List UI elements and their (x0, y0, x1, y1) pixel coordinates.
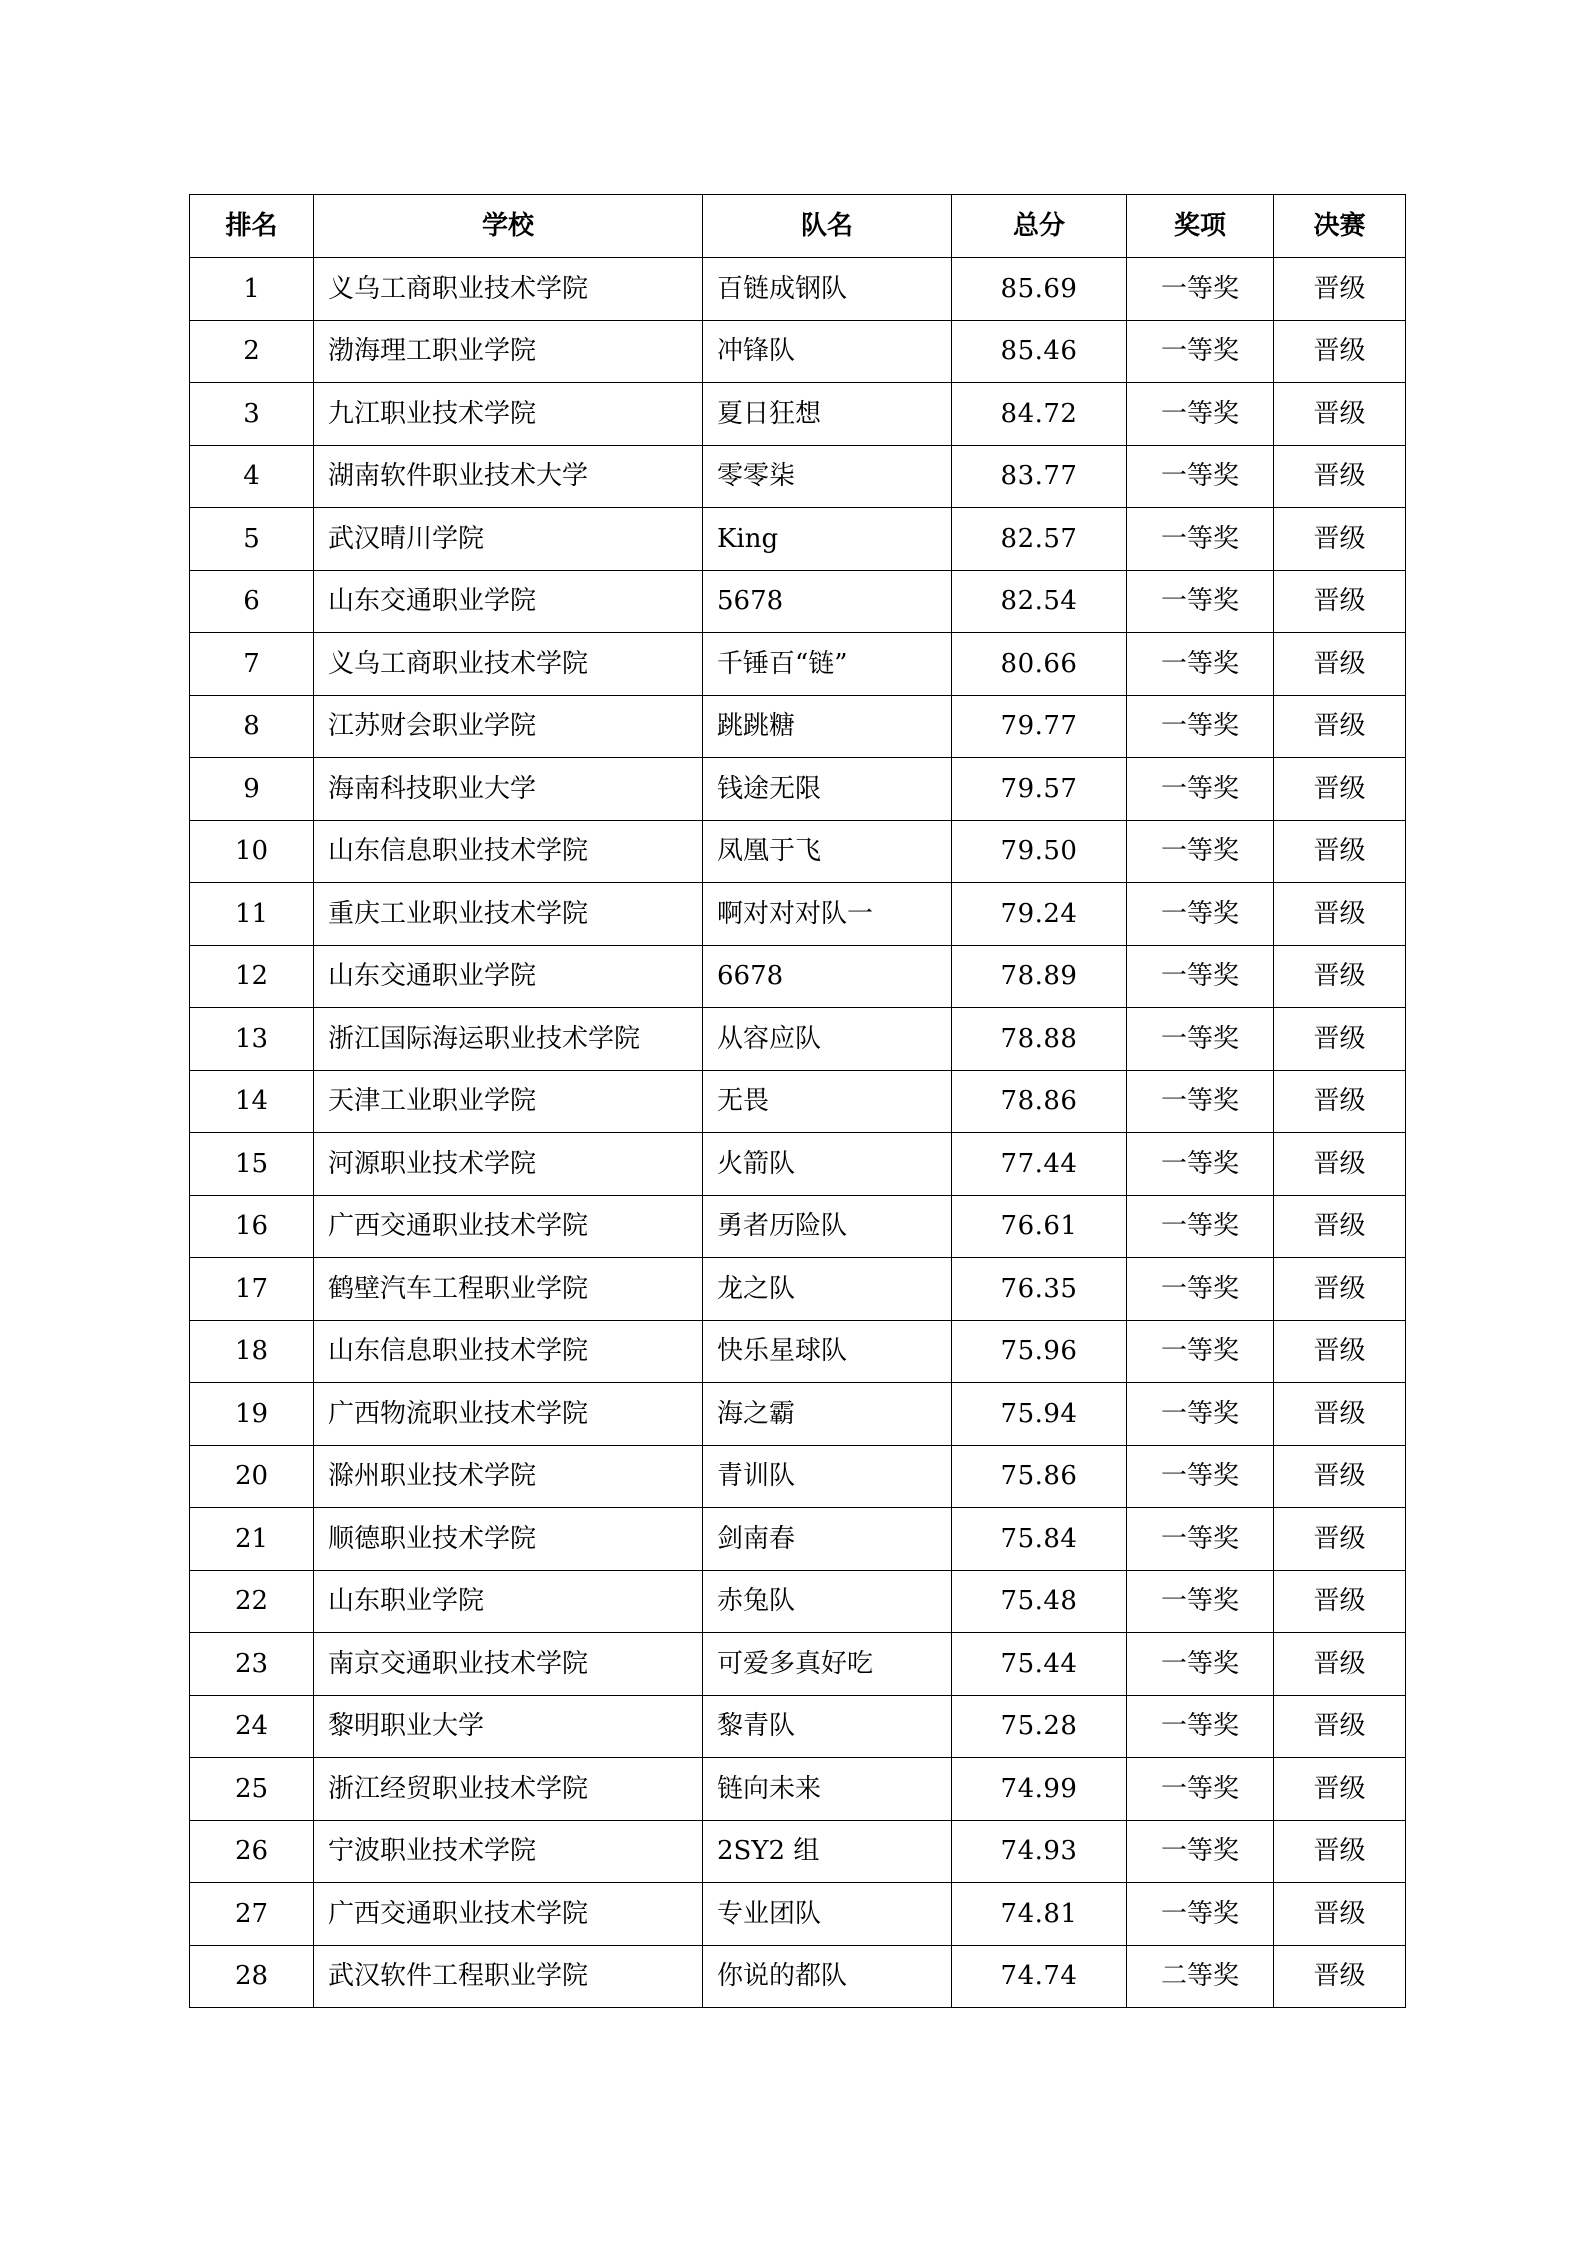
cell-team: 火箭队 (703, 1133, 952, 1196)
cell-award: 一等奖 (1127, 1195, 1274, 1258)
cell-rank: 18 (190, 1320, 314, 1383)
cell-rank: 24 (190, 1695, 314, 1758)
cell-score: 78.88 (952, 1008, 1127, 1071)
cell-school: 浙江经贸职业技术学院 (314, 1758, 703, 1821)
cell-award: 一等奖 (1127, 945, 1274, 1008)
cell-school: 广西交通职业技术学院 (314, 1195, 703, 1258)
cell-final: 晋级 (1274, 508, 1406, 571)
header-row (190, 195, 1406, 258)
table-row (190, 1070, 1406, 1133)
table-row (190, 1320, 1406, 1383)
cell-score: 82.57 (952, 508, 1127, 571)
cell-rank: 17 (190, 1258, 314, 1321)
header-school: 学校 (314, 195, 703, 258)
cell-rank: 2 (190, 320, 314, 383)
cell-award: 一等奖 (1127, 1008, 1274, 1071)
cell-score: 74.93 (952, 1820, 1127, 1883)
cell-score: 83.77 (952, 445, 1127, 508)
cell-team: 黎青队 (703, 1695, 952, 1758)
cell-team: 5678 (703, 570, 952, 633)
cell-school: 义乌工商职业技术学院 (314, 633, 703, 696)
cell-final: 晋级 (1274, 1070, 1406, 1133)
table-row (190, 1633, 1406, 1696)
cell-team: 海之霸 (703, 1383, 952, 1446)
cell-score: 80.66 (952, 633, 1127, 696)
cell-team: 跳跳糖 (703, 695, 952, 758)
table-row (190, 1508, 1406, 1571)
cell-final: 晋级 (1274, 1570, 1406, 1633)
cell-school: 渤海理工职业学院 (314, 320, 703, 383)
cell-school: 武汉软件工程职业学院 (314, 1945, 703, 2008)
cell-school: 武汉晴川学院 (314, 508, 703, 571)
header-award: 奖项 (1127, 195, 1274, 258)
table-row (190, 320, 1406, 383)
cell-award: 一等奖 (1127, 695, 1274, 758)
cell-final: 晋级 (1274, 1820, 1406, 1883)
cell-final: 晋级 (1274, 1695, 1406, 1758)
table-row (190, 1258, 1406, 1321)
cell-score: 75.44 (952, 1633, 1127, 1696)
cell-award: 一等奖 (1127, 383, 1274, 446)
cell-award: 一等奖 (1127, 445, 1274, 508)
table-row (190, 1883, 1406, 1946)
cell-school: 重庆工业职业技术学院 (314, 883, 703, 946)
table-row (190, 1008, 1406, 1071)
header-rank: 排名 (190, 195, 314, 258)
cell-school: 南京交通职业技术学院 (314, 1633, 703, 1696)
cell-team: 无畏 (703, 1070, 952, 1133)
cell-score: 76.61 (952, 1195, 1127, 1258)
cell-school: 宁波职业技术学院 (314, 1820, 703, 1883)
cell-team: 夏日狂想 (703, 383, 952, 446)
cell-final: 晋级 (1274, 1758, 1406, 1821)
cell-school: 山东交通职业学院 (314, 570, 703, 633)
cell-final: 晋级 (1274, 633, 1406, 696)
table-row (190, 1570, 1406, 1633)
cell-school: 黎明职业大学 (314, 1695, 703, 1758)
cell-school: 滁州职业技术学院 (314, 1445, 703, 1508)
cell-score: 85.69 (952, 258, 1127, 321)
cell-rank: 14 (190, 1070, 314, 1133)
table-row (190, 570, 1406, 633)
cell-rank: 22 (190, 1570, 314, 1633)
cell-final: 晋级 (1274, 883, 1406, 946)
cell-rank: 7 (190, 633, 314, 696)
table-row (190, 1133, 1406, 1196)
cell-school: 湖南软件职业技术大学 (314, 445, 703, 508)
cell-score: 75.94 (952, 1383, 1127, 1446)
cell-final: 晋级 (1274, 570, 1406, 633)
cell-team: 可爱多真好吃 (703, 1633, 952, 1696)
results-table (189, 194, 1406, 2008)
cell-rank: 27 (190, 1883, 314, 1946)
cell-score: 79.77 (952, 695, 1127, 758)
table-row (190, 258, 1406, 321)
table-header (190, 195, 1406, 258)
cell-final: 晋级 (1274, 1445, 1406, 1508)
cell-school: 天津工业职业学院 (314, 1070, 703, 1133)
cell-score: 75.96 (952, 1320, 1127, 1383)
cell-team: 啊对对对队一 (703, 883, 952, 946)
table-row (190, 508, 1406, 571)
table-row (190, 1758, 1406, 1821)
table-row (190, 1695, 1406, 1758)
table-row (190, 633, 1406, 696)
cell-award: 一等奖 (1127, 320, 1274, 383)
cell-rank: 4 (190, 445, 314, 508)
table-row (190, 1195, 1406, 1258)
table-row (190, 1945, 1406, 2008)
cell-final: 晋级 (1274, 1258, 1406, 1321)
cell-rank: 10 (190, 820, 314, 883)
cell-score: 82.54 (952, 570, 1127, 633)
cell-score: 78.89 (952, 945, 1127, 1008)
cell-final: 晋级 (1274, 383, 1406, 446)
table-row (190, 1820, 1406, 1883)
cell-team: 快乐星球队 (703, 1320, 952, 1383)
cell-score: 74.74 (952, 1945, 1127, 2008)
cell-rank: 9 (190, 758, 314, 821)
cell-team: 龙之队 (703, 1258, 952, 1321)
cell-rank: 16 (190, 1195, 314, 1258)
header-score: 总分 (952, 195, 1127, 258)
cell-award: 一等奖 (1127, 1570, 1274, 1633)
cell-award: 一等奖 (1127, 1820, 1274, 1883)
cell-score: 75.48 (952, 1570, 1127, 1633)
cell-rank: 6 (190, 570, 314, 633)
cell-final: 晋级 (1274, 1383, 1406, 1446)
cell-score: 75.86 (952, 1445, 1127, 1508)
cell-score: 74.81 (952, 1883, 1127, 1946)
cell-school: 九江职业技术学院 (314, 383, 703, 446)
cell-award: 一等奖 (1127, 1883, 1274, 1946)
cell-award: 一等奖 (1127, 1258, 1274, 1321)
cell-final: 晋级 (1274, 945, 1406, 1008)
cell-rank: 8 (190, 695, 314, 758)
cell-final: 晋级 (1274, 1008, 1406, 1071)
cell-rank: 13 (190, 1008, 314, 1071)
cell-final: 晋级 (1274, 1133, 1406, 1196)
cell-rank: 12 (190, 945, 314, 1008)
cell-score: 77.44 (952, 1133, 1127, 1196)
cell-school: 广西交通职业技术学院 (314, 1883, 703, 1946)
cell-team: 冲锋队 (703, 320, 952, 383)
cell-rank: 11 (190, 883, 314, 946)
cell-award: 一等奖 (1127, 1320, 1274, 1383)
cell-school: 浙江国际海运职业技术学院 (314, 1008, 703, 1071)
cell-rank: 1 (190, 258, 314, 321)
cell-award: 一等奖 (1127, 570, 1274, 633)
cell-team: 凤凰于飞 (703, 820, 952, 883)
cell-team: 百链成钢队 (703, 258, 952, 321)
table-row (190, 945, 1406, 1008)
header-team: 队名 (703, 195, 952, 258)
header-final: 决赛 (1274, 195, 1406, 258)
cell-team: 青训队 (703, 1445, 952, 1508)
cell-award: 一等奖 (1127, 1383, 1274, 1446)
cell-rank: 21 (190, 1508, 314, 1571)
table-row (190, 883, 1406, 946)
cell-team: 专业团队 (703, 1883, 952, 1946)
cell-award: 一等奖 (1127, 883, 1274, 946)
cell-score: 75.28 (952, 1695, 1127, 1758)
cell-team: 零零柒 (703, 445, 952, 508)
cell-final: 晋级 (1274, 1508, 1406, 1571)
cell-final: 晋级 (1274, 320, 1406, 383)
cell-team: 6678 (703, 945, 952, 1008)
cell-school: 广西物流职业技术学院 (314, 1383, 703, 1446)
cell-score: 79.57 (952, 758, 1127, 821)
table-row (190, 1445, 1406, 1508)
cell-team: 你说的都队 (703, 1945, 952, 2008)
cell-rank: 26 (190, 1820, 314, 1883)
cell-score: 84.72 (952, 383, 1127, 446)
cell-team: 链向未来 (703, 1758, 952, 1821)
cell-final: 晋级 (1274, 1633, 1406, 1696)
cell-award: 一等奖 (1127, 1633, 1274, 1696)
cell-final: 晋级 (1274, 695, 1406, 758)
table-row (190, 1383, 1406, 1446)
cell-school: 河源职业技术学院 (314, 1133, 703, 1196)
cell-score: 75.84 (952, 1508, 1127, 1571)
cell-team: King (703, 508, 952, 571)
table-body (190, 258, 1406, 2008)
cell-team: 剑南春 (703, 1508, 952, 1571)
cell-school: 山东职业学院 (314, 1570, 703, 1633)
cell-school: 鹤壁汽车工程职业学院 (314, 1258, 703, 1321)
cell-school: 义乌工商职业技术学院 (314, 258, 703, 321)
cell-final: 晋级 (1274, 1945, 1406, 2008)
cell-rank: 19 (190, 1383, 314, 1446)
table-row (190, 383, 1406, 446)
cell-rank: 15 (190, 1133, 314, 1196)
cell-school: 顺德职业技术学院 (314, 1508, 703, 1571)
cell-team: 勇者历险队 (703, 1195, 952, 1258)
cell-school: 山东信息职业技术学院 (314, 1320, 703, 1383)
cell-award: 一等奖 (1127, 1445, 1274, 1508)
cell-team: 2SY2 组 (703, 1820, 952, 1883)
cell-final: 晋级 (1274, 1320, 1406, 1383)
cell-team: 钱途无限 (703, 758, 952, 821)
table-row (190, 820, 1406, 883)
cell-score: 85.46 (952, 320, 1127, 383)
cell-score: 74.99 (952, 1758, 1127, 1821)
cell-score: 76.35 (952, 1258, 1127, 1321)
cell-final: 晋级 (1274, 758, 1406, 821)
cell-award: 一等奖 (1127, 1758, 1274, 1821)
cell-award: 一等奖 (1127, 508, 1274, 571)
cell-award: 一等奖 (1127, 1133, 1274, 1196)
cell-rank: 23 (190, 1633, 314, 1696)
cell-award: 一等奖 (1127, 1695, 1274, 1758)
cell-school: 江苏财会职业学院 (314, 695, 703, 758)
cell-score: 78.86 (952, 1070, 1127, 1133)
cell-school: 山东交通职业学院 (314, 945, 703, 1008)
table-row (190, 445, 1406, 508)
cell-school: 海南科技职业大学 (314, 758, 703, 821)
cell-score: 79.50 (952, 820, 1127, 883)
cell-final: 晋级 (1274, 1195, 1406, 1258)
cell-rank: 5 (190, 508, 314, 571)
cell-rank: 3 (190, 383, 314, 446)
table-row (190, 695, 1406, 758)
cell-final: 晋级 (1274, 820, 1406, 883)
cell-rank: 20 (190, 1445, 314, 1508)
cell-final: 晋级 (1274, 445, 1406, 508)
cell-team: 赤兔队 (703, 1570, 952, 1633)
table-row (190, 758, 1406, 821)
cell-award: 一等奖 (1127, 258, 1274, 321)
cell-award: 一等奖 (1127, 820, 1274, 883)
cell-score: 79.24 (952, 883, 1127, 946)
cell-team: 从容应队 (703, 1008, 952, 1071)
cell-rank: 28 (190, 1945, 314, 2008)
cell-award: 一等奖 (1127, 758, 1274, 821)
cell-final: 晋级 (1274, 1883, 1406, 1946)
cell-rank: 25 (190, 1758, 314, 1821)
cell-award: 一等奖 (1127, 1508, 1274, 1571)
cell-award: 一等奖 (1127, 633, 1274, 696)
cell-final: 晋级 (1274, 258, 1406, 321)
cell-award: 一等奖 (1127, 1070, 1274, 1133)
cell-team: 千锤百“链” (703, 633, 952, 696)
cell-school: 山东信息职业技术学院 (314, 820, 703, 883)
cell-award: 二等奖 (1127, 1945, 1274, 2008)
